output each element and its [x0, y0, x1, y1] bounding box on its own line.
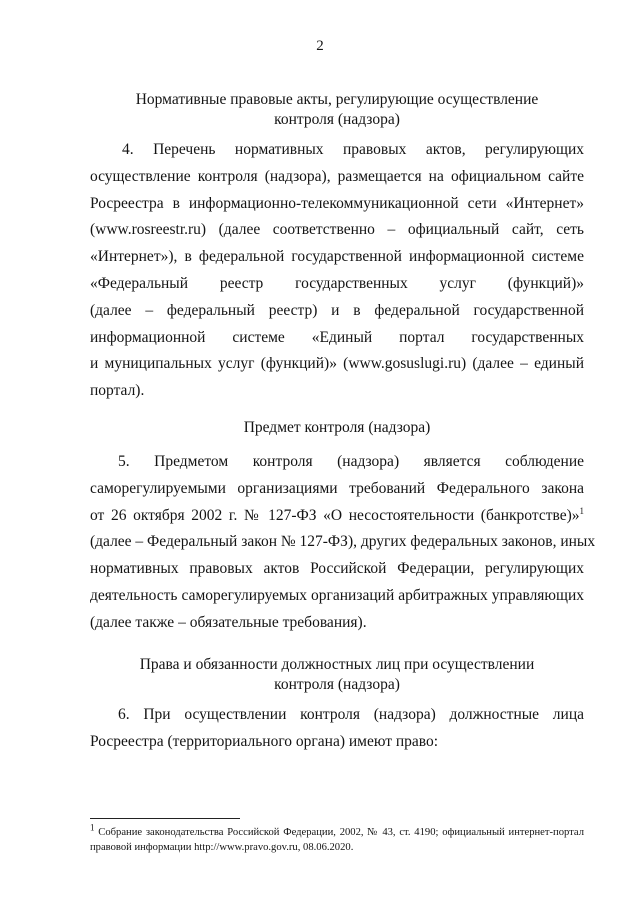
paragraph-line: осуществление контроля (надзора), размещается на официальном сайте	[90, 167, 584, 185]
heading-line: контроля (надзора)	[274, 676, 400, 693]
heading-line: Нормативные правовые акты, регулирующие осуществление	[135, 91, 539, 108]
paragraph-line	[90, 503, 584, 530]
footnote	[90, 822, 584, 855]
paragraph-6	[90, 702, 584, 756]
section-heading-rights-and-duties	[90, 655, 584, 695]
paragraph-line: 6. При осуществлении контроля (надзора) должностные лица	[118, 706, 584, 723]
paragraph-line: 4. Перечень нормативных правовых актов, регулирующих	[122, 141, 584, 158]
paragraph-line: (www.rosreestr.ru) (далее соответственно – официальный сайт, сеть	[90, 221, 584, 239]
paragraph-line: (далее – Федеральный закон № 127-ФЗ), других федеральных законов, иных	[90, 533, 596, 551]
heading-line: Предмет контроля (надзора)	[243, 419, 431, 436]
paragraph-line: (далее – федеральный реестр) и в федеральной государственной	[90, 301, 584, 319]
footnote-line: правовой информации http://www.pravo.gov.ru, 08.06.2020.	[90, 842, 354, 853]
footnote-separator	[90, 818, 240, 819]
section-heading-subject-of-control	[90, 418, 584, 438]
paragraph-line: «Интернет»), в федеральной государственной информационной системе	[90, 248, 584, 266]
page-number: 2	[316, 38, 324, 54]
paragraph-line: 5. Предметом контроля (надзора) является соблюдение	[118, 453, 584, 470]
footnote-marker: 1	[90, 822, 95, 833]
paragraph-line: деятельность саморегулируемых организаций арбитражных управляющих	[90, 586, 584, 604]
footnote-reference[interactable]: 1	[579, 505, 584, 516]
paragraph-line: и муниципальных услуг (функций)» (www.gosuslugi.ru) (далее – единый	[90, 355, 584, 373]
footnote-text: Собрание законодательства Российской Федерации, 2002, № 43, ст. 4190; официальный интернет-портал	[98, 827, 584, 838]
paragraph-line: информационной системе «Единый портал государственных	[90, 328, 584, 346]
paragraph-line: (далее также – обязательные требования).	[90, 613, 367, 631]
heading-line: Права и обязанности должностных лиц при осуществлении	[139, 656, 535, 673]
paragraph-line: нормативных правовых актов Российской Федерации, регулирующих	[90, 560, 584, 578]
heading-line: контроля (надзора)	[274, 111, 400, 128]
paragraph-line: портал).	[90, 382, 145, 400]
section-heading-normative-acts	[90, 90, 584, 130]
paragraph-line: Росреестра (территориального органа) имеют право:	[90, 732, 439, 750]
paragraph-4	[90, 137, 584, 405]
paragraph-line: Росреестра в информационно-телекоммуникационной сети «Интернет»	[90, 194, 584, 212]
paragraph-line-text: от 26 октября 2002 г. № 127-ФЗ «О несостоятельности (банкротстве)»	[90, 506, 580, 524]
paragraph-line: саморегулируемыми организациями требований Федерального закона	[90, 479, 584, 497]
footnote-line	[90, 822, 584, 840]
paragraph-5	[90, 449, 596, 637]
paragraph-line: «Федеральный реестр государственных услуг (функций)»	[90, 274, 584, 292]
